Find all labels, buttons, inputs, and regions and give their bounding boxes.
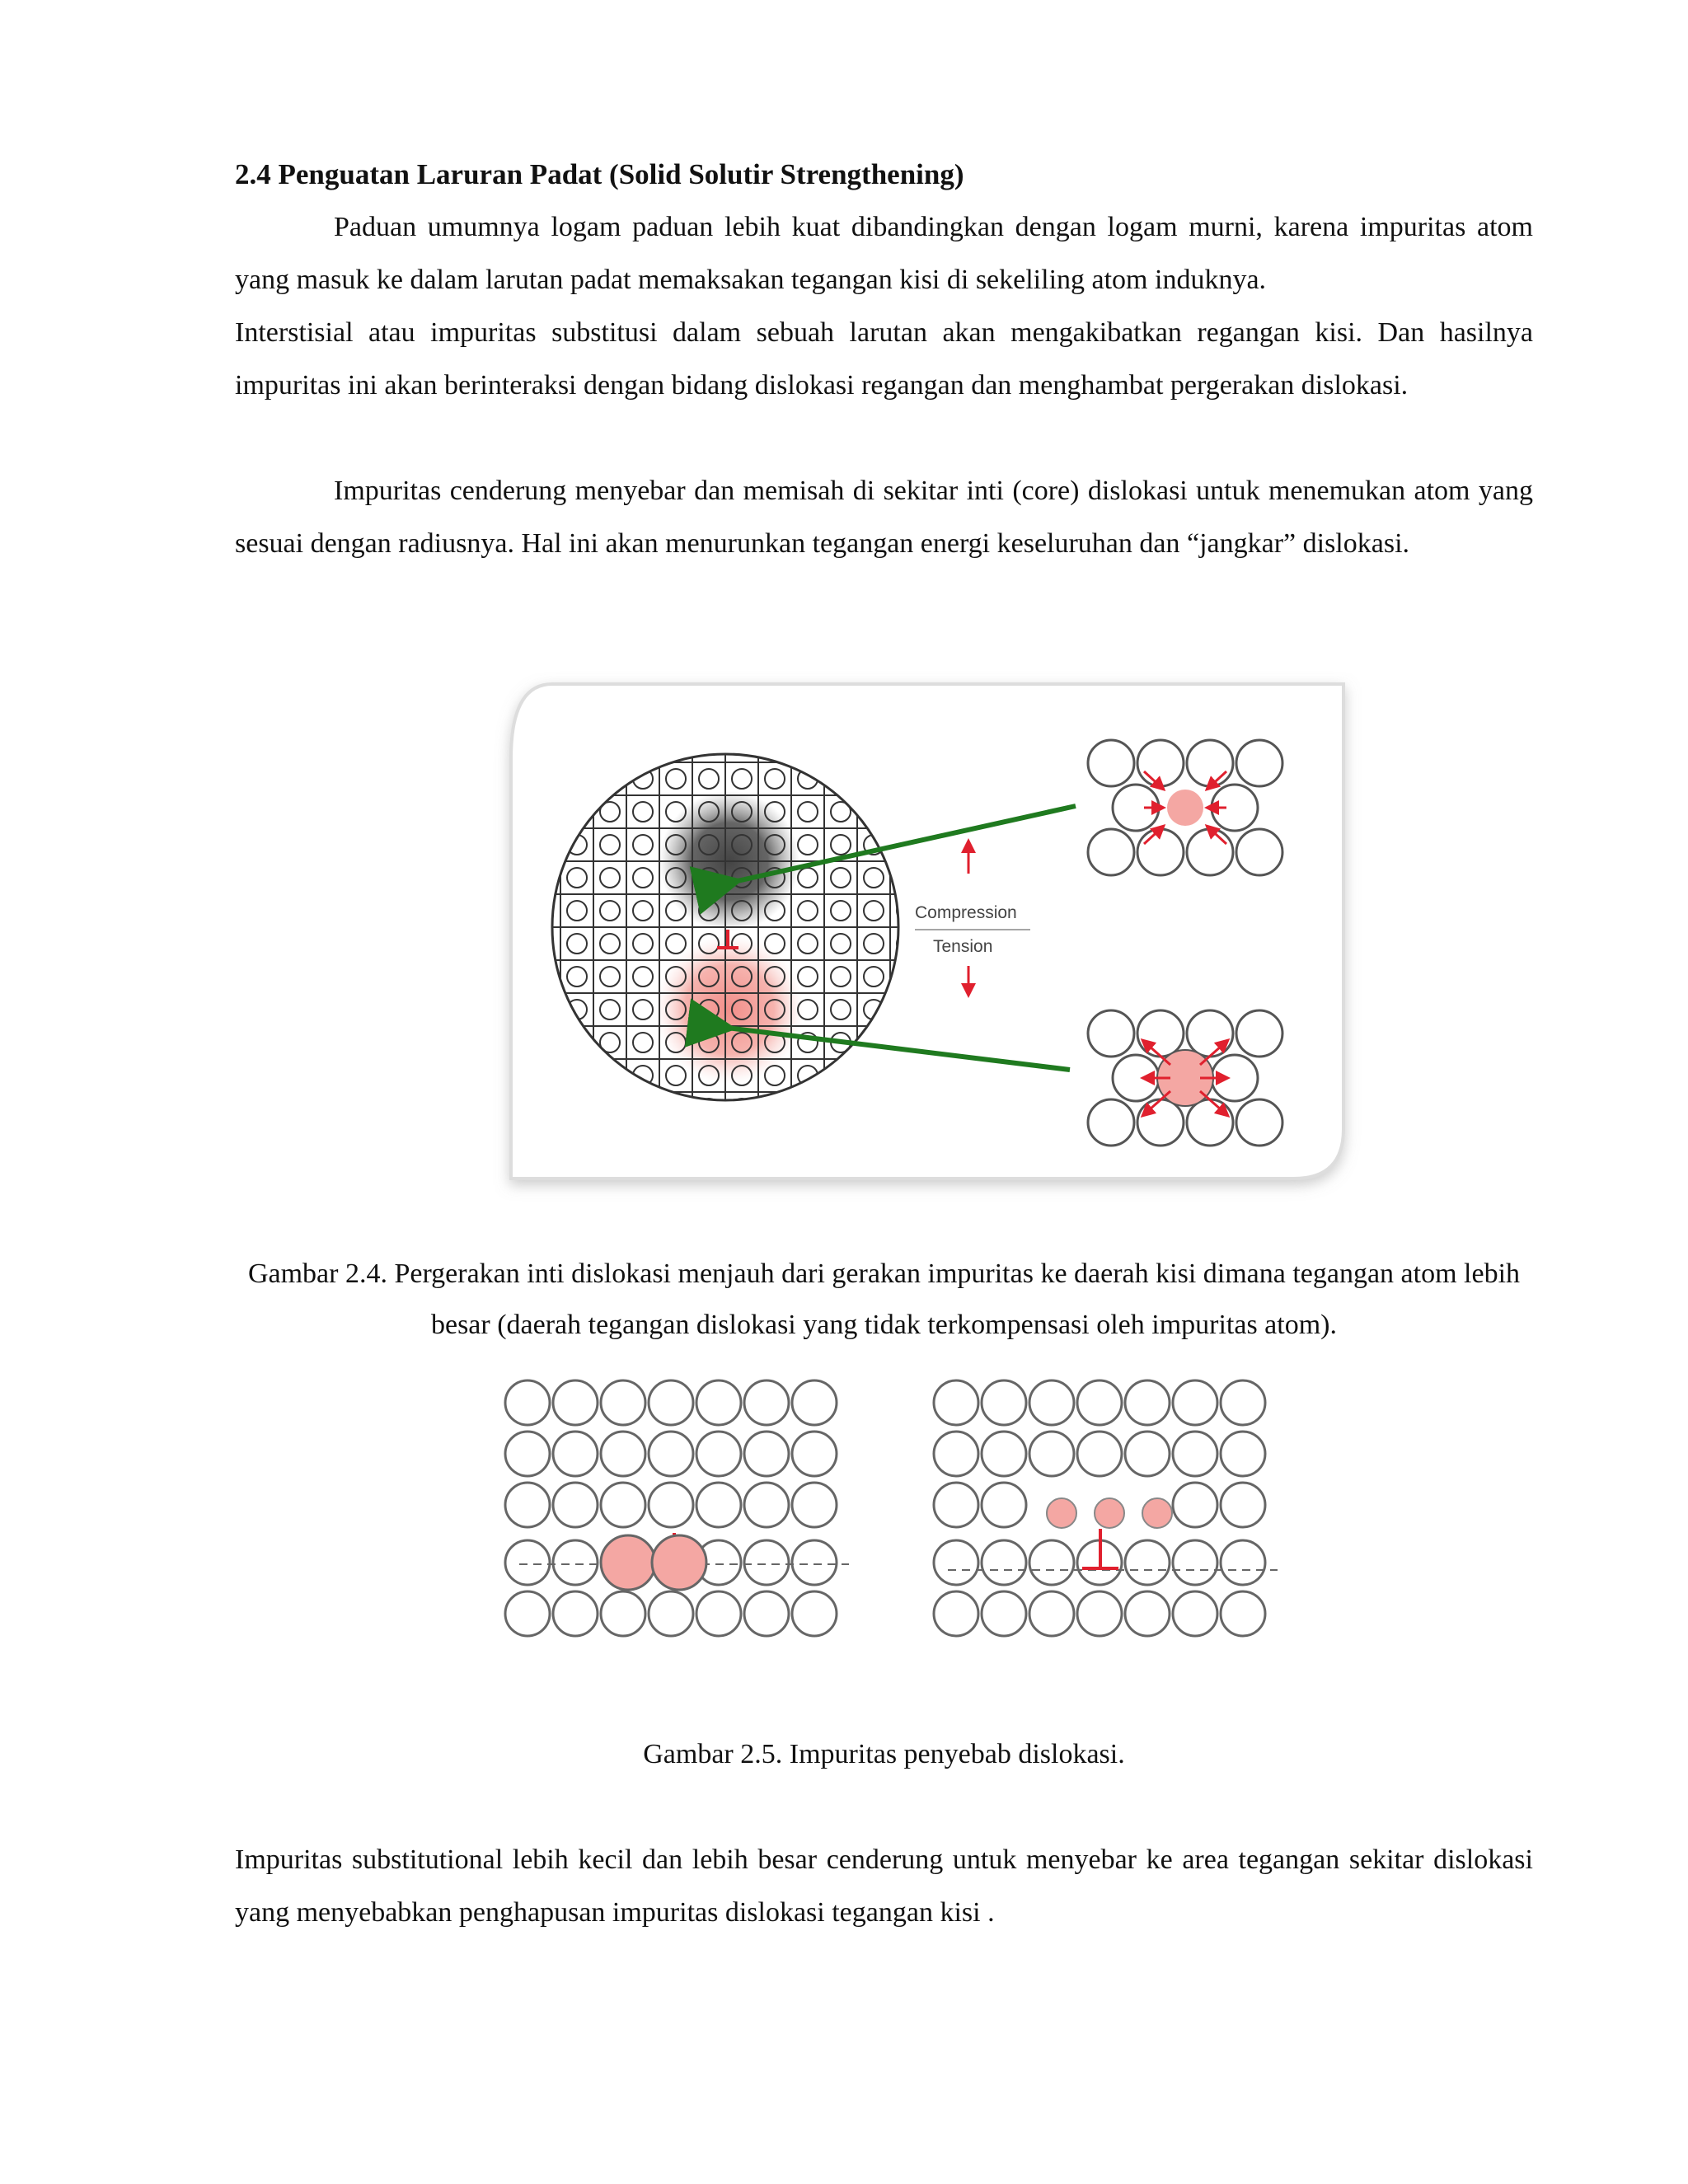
host-atom — [649, 1591, 693, 1636]
impurity-atom-small — [1047, 1498, 1076, 1528]
paragraph-2-text: Impuritas cenderung menyebar dan memisah di sekitar inti (core) dislokasi untuk menemukan atom yang sesuai dengan radiusnya. Hal ini akan menurunkan tegangan energi keseluruhan dan “jangkar” dislokasi. — [235, 476, 1533, 559]
host-atom — [505, 1483, 550, 1527]
dislocation-symbol — [1082, 1529, 1118, 1568]
host-atom — [1221, 1591, 1265, 1636]
host-atom — [744, 1591, 789, 1636]
host-atom — [1125, 1380, 1170, 1425]
host-atom — [505, 1432, 550, 1476]
host-atom — [696, 1483, 741, 1527]
host-atom — [1137, 740, 1184, 786]
host-atom — [601, 1432, 645, 1476]
host-atom — [1221, 1380, 1265, 1425]
paragraph-1 — [235, 201, 1533, 412]
host-atom — [1236, 1099, 1282, 1146]
host-atom — [1173, 1540, 1217, 1585]
impurity-atom-small — [1142, 1498, 1172, 1528]
host-atom — [744, 1432, 789, 1476]
host-atom — [1029, 1432, 1074, 1476]
host-atom — [1029, 1540, 1074, 1585]
figure-2-5-right-diagram — [923, 1368, 1286, 1698]
host-atom — [553, 1483, 598, 1527]
host-atom — [696, 1432, 741, 1476]
host-atom — [1187, 829, 1233, 875]
host-atom — [1173, 1380, 1217, 1425]
host-atom — [505, 1591, 550, 1636]
host-atom — [505, 1380, 550, 1425]
impurity-atom-large — [652, 1535, 706, 1590]
host-atom — [1173, 1591, 1217, 1636]
host-atom — [1187, 1099, 1233, 1146]
host-atom — [1088, 1010, 1134, 1057]
host-atom — [505, 1540, 550, 1585]
impurity-atom — [1167, 790, 1203, 826]
figure-2-5-caption: Gambar 2.5. Impuritas penyebab dislokasi. — [643, 1739, 1125, 1769]
host-atom — [1137, 1099, 1184, 1146]
host-atom — [934, 1591, 978, 1636]
host-atom — [1125, 1591, 1170, 1636]
figure-2-4-caption: Gambar 2.4. Pergerakan inti dislokasi menjauh dari gerakan impuritas ke daerah kisi dimana tegangan atom lebih besar (daerah tegangan dislokasi yang tidak terkompensasi oleh impuritas atom). — [247, 1258, 1521, 1340]
impurity-atom-large — [601, 1535, 655, 1590]
host-atom — [1221, 1540, 1265, 1585]
host-atom — [792, 1380, 837, 1425]
host-atom — [1236, 829, 1282, 875]
host-atom — [1236, 1010, 1282, 1057]
paragraph-3 — [235, 1834, 1533, 1939]
host-atom — [744, 1540, 789, 1585]
host-atom — [1187, 1010, 1233, 1057]
host-atom — [601, 1380, 645, 1425]
host-atom — [934, 1380, 978, 1425]
section-heading: 2.4 Penguatan Laruran Padat (Solid Solutir Strengthening) — [235, 158, 964, 190]
figure-2-5-left-diagram — [495, 1368, 857, 1698]
host-atom — [553, 1432, 598, 1476]
host-atom — [934, 1432, 978, 1476]
host-atom — [934, 1540, 978, 1585]
host-atom — [1221, 1432, 1265, 1476]
host-atom — [744, 1483, 789, 1527]
host-atom — [649, 1380, 693, 1425]
host-atom — [792, 1540, 837, 1585]
host-atom — [1125, 1432, 1170, 1476]
host-atom — [792, 1432, 837, 1476]
host-atom — [1088, 740, 1134, 786]
host-atom — [744, 1380, 789, 1425]
host-atom — [1221, 1483, 1265, 1527]
host-atom — [1077, 1591, 1122, 1636]
paragraph-1-text: Paduan umumnya logam paduan lebih kuat dibandingkan dengan logam murni, karena impuritas atom yang masuk ke dalam larutan padat memaksakan tegangan kisi di sekeliling atom induknya. — [235, 212, 1533, 295]
label-compression: Compression — [915, 903, 1017, 922]
host-atom — [649, 1432, 693, 1476]
tension-zone — [655, 935, 804, 1084]
host-atom — [1088, 1099, 1134, 1146]
host-atom — [1236, 740, 1282, 786]
host-atom — [1173, 1483, 1217, 1527]
paragraph-1b-text: Interstisial atau impuritas substitusi dalam sebuah larutan akan mengakibatkan regangan kisi. Dan hasilnya impuritas ini akan berinteraksi dengan bidang dislokasi regangan dan menghambat pergerakan dislokasi. — [235, 317, 1533, 401]
label-tension: Tension — [933, 937, 993, 956]
host-atom — [696, 1591, 741, 1636]
impurity-atom-small — [1095, 1498, 1124, 1528]
host-atom — [1137, 1010, 1184, 1057]
host-atom — [1187, 740, 1233, 786]
host-atom — [982, 1591, 1026, 1636]
host-atom — [982, 1540, 1026, 1585]
host-atom — [601, 1483, 645, 1527]
host-atom — [982, 1380, 1026, 1425]
host-atom — [553, 1540, 598, 1585]
host-atom — [1029, 1380, 1074, 1425]
host-atom — [553, 1591, 598, 1636]
host-atom — [1173, 1432, 1217, 1476]
host-atom — [934, 1483, 978, 1527]
host-atom — [982, 1432, 1026, 1476]
host-atom — [792, 1591, 837, 1636]
host-atom — [1029, 1591, 1074, 1636]
host-atom — [696, 1380, 741, 1425]
host-atom — [553, 1380, 598, 1425]
host-atom — [1077, 1432, 1122, 1476]
host-atom — [1125, 1540, 1170, 1585]
host-atom — [1077, 1380, 1122, 1425]
host-atom — [1137, 829, 1184, 875]
host-atom — [792, 1483, 837, 1527]
host-atom — [982, 1483, 1026, 1527]
host-atom — [649, 1483, 693, 1527]
paragraph-2 — [235, 465, 1533, 570]
lattice-atoms — [505, 1380, 837, 1636]
paragraph-3-text: Impuritas substitutional lebih kecil dan lebih besar cenderung untuk menyebar ke area tegangan sekitar dislokasi yang menyebabkan penghapusan impuritas dislokasi tegangan kisi . — [235, 1844, 1533, 1928]
host-atom — [601, 1591, 645, 1636]
figure-2-4-diagram — [495, 668, 1368, 1228]
host-atom — [1088, 829, 1134, 875]
